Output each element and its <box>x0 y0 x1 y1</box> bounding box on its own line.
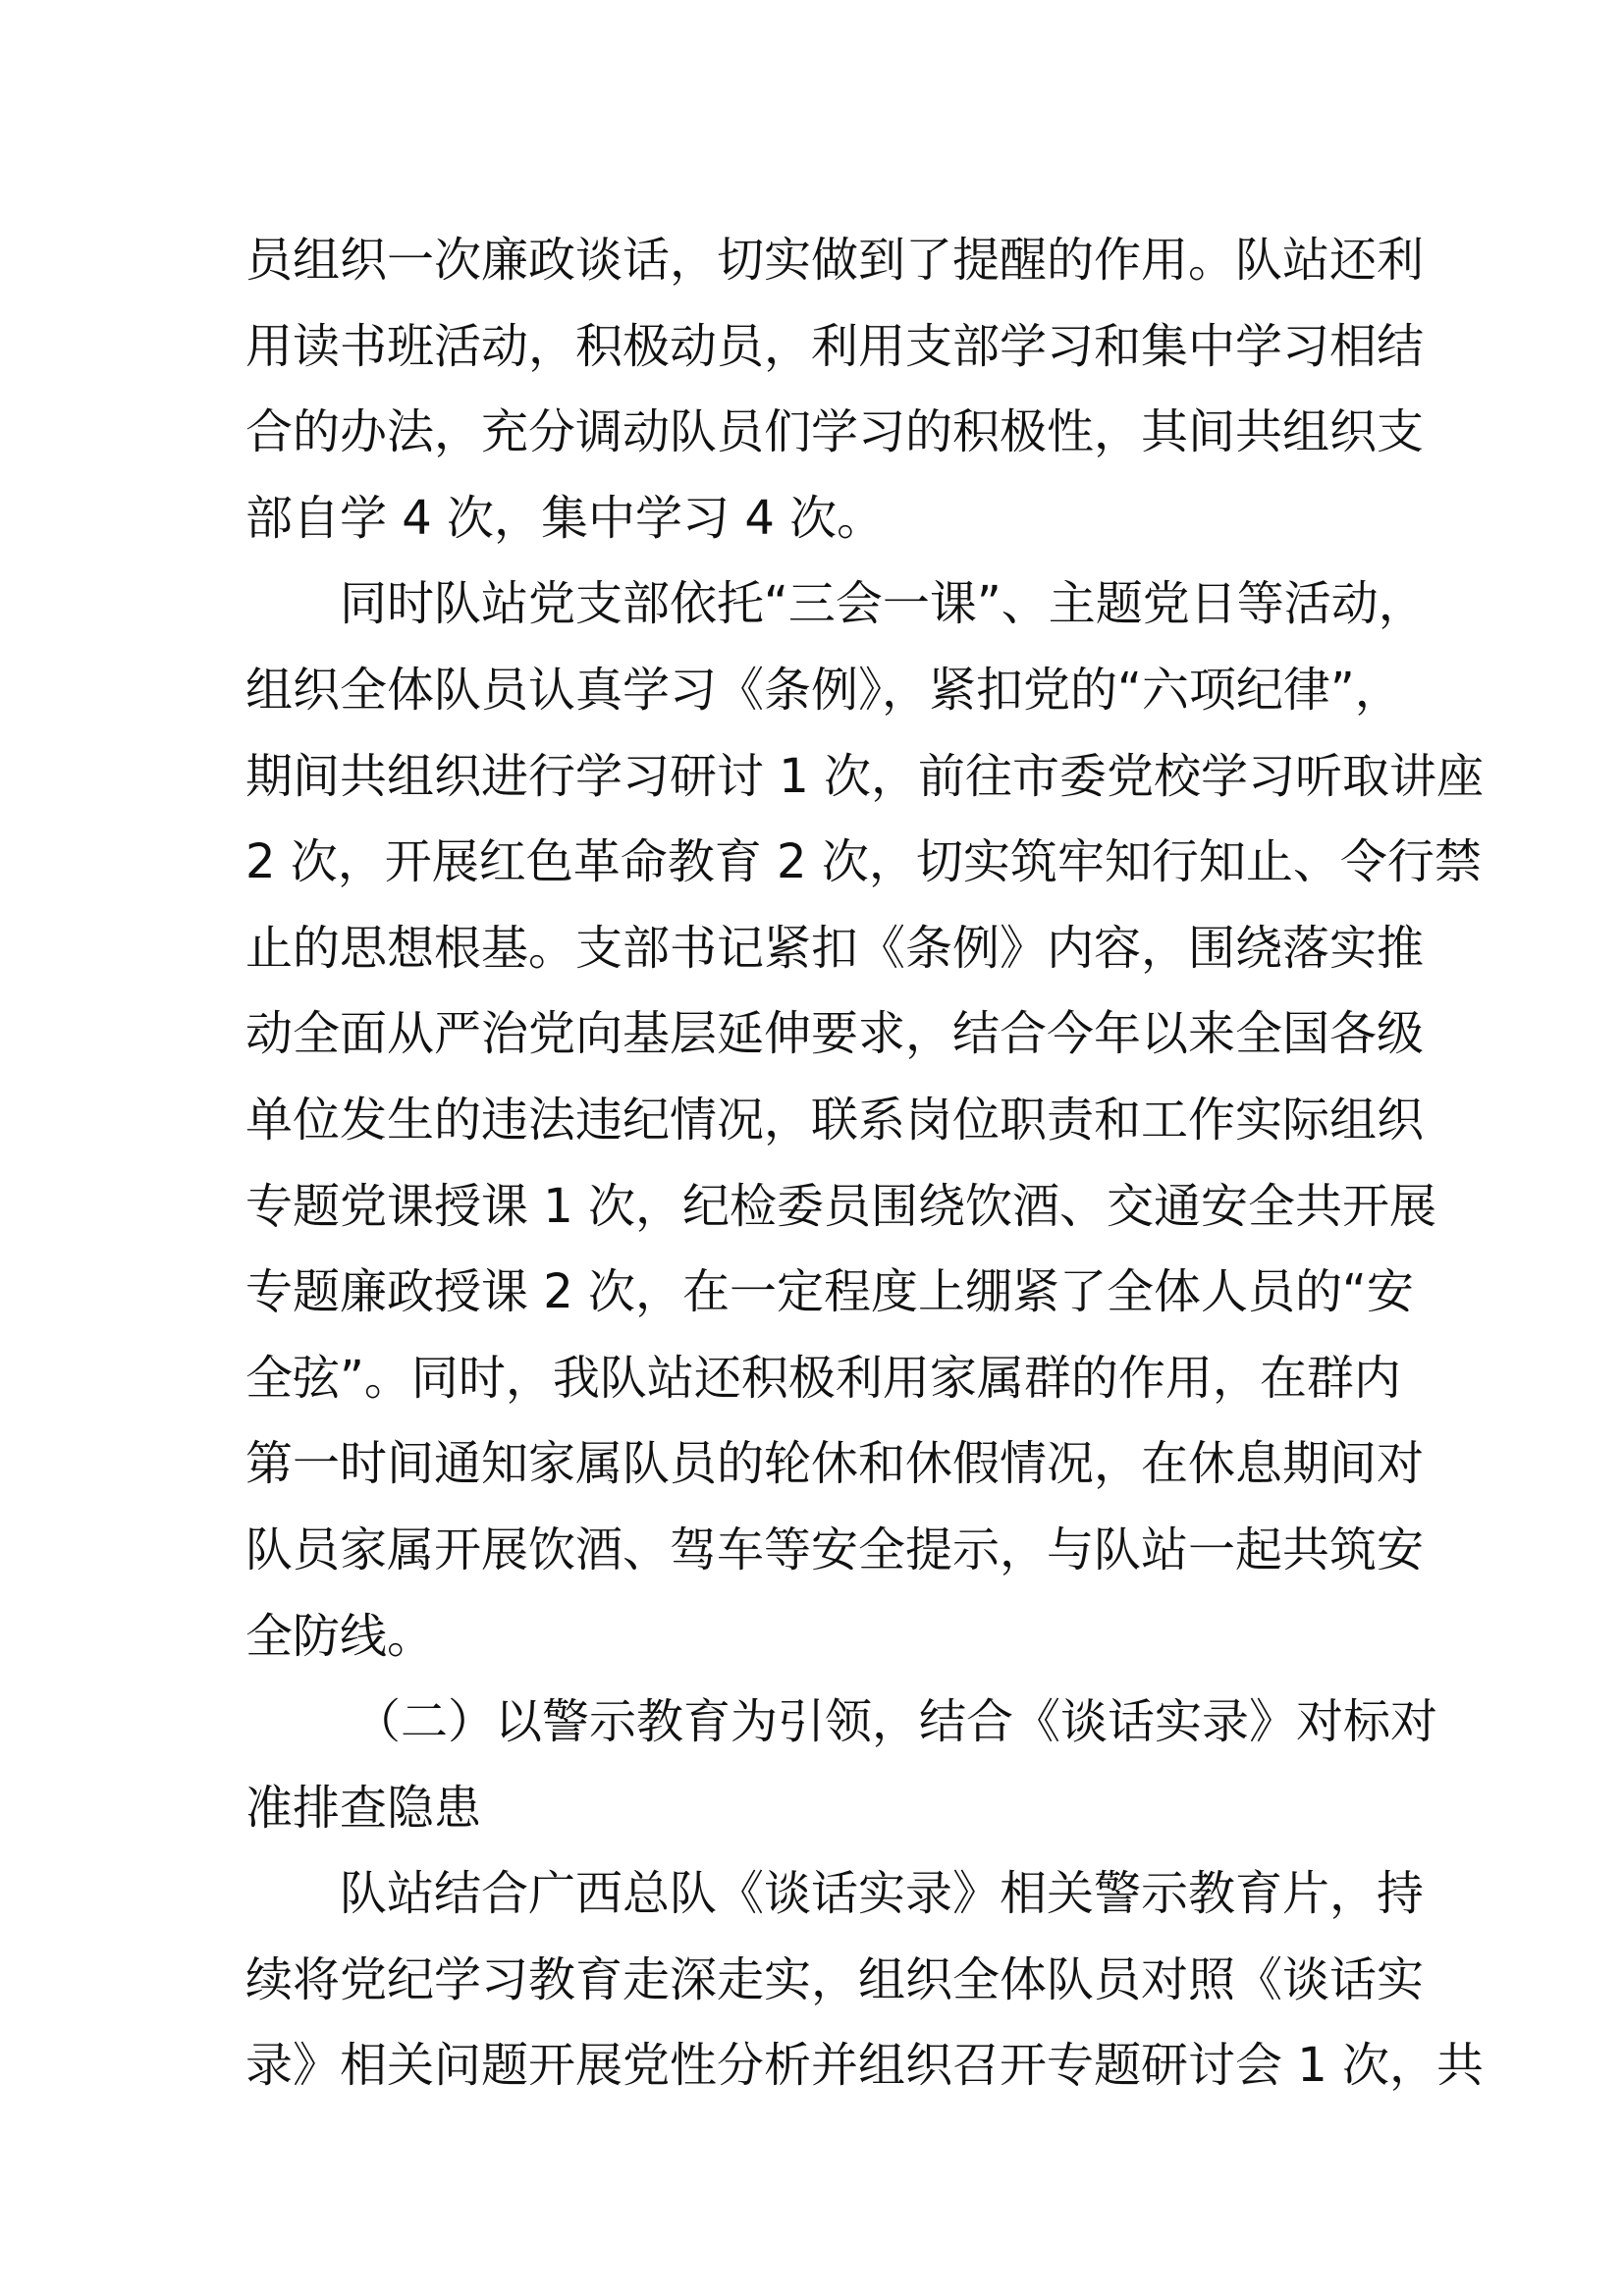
text-line: 队员家属开展饮酒、驾车等安全提示，与队站一起共筑安 <box>245 1522 1425 1577</box>
text-line: 止的思想根基。支部书记紧扣《条例》内容，围绕落实推 <box>245 920 1425 976</box>
text-line: 动全面从严治党向基层延伸要求，结合今年以来全国各级 <box>245 1006 1425 1062</box>
heading-line: （二）以警示教育为引领，结合《谈话实录》对标对 <box>353 1694 1438 1750</box>
text-line: 全防线。 <box>245 1608 435 1664</box>
text-line: 队站结合广西总队《谈话实录》相关警示教育片，持 <box>340 1866 1425 1922</box>
paragraph-regulations-study <box>245 561 1485 1680</box>
text-line: 专题廉政授课 2 次，在一定程度上绷紧了全体人员的“安 <box>245 1264 1414 1320</box>
text-line: 全弦”。同时，我队站还积极利用家属群的作用，在群内 <box>245 1350 1401 1406</box>
text-line: 录》相关问题开展党性分析并组织召开专题研讨会 1 次，共 <box>245 2038 1485 2094</box>
text-line: 部自学 4 次，集中学习 4 次。 <box>245 490 885 546</box>
text-line: 专题党课授课 1 次，纪检委员围绕饮酒、交通安全共开展 <box>245 1178 1437 1234</box>
text-line: 组织全体队员认真学习《条例》，紧扣党的“六项纪律”， <box>245 662 1402 718</box>
text-line: 第一时间通知家属队员的轮休和休假情况，在休息期间对 <box>245 1436 1425 1492</box>
text-line: 单位发生的违法违纪情况，联系岗位职责和工作实际组织 <box>245 1092 1425 1148</box>
section-heading-two <box>245 1680 1438 1851</box>
text-line: 期间共组织进行学习研讨 1 次，前往市委党校学习听取讲座 <box>245 748 1485 804</box>
heading-line: 准排查隐患 <box>245 1780 482 1836</box>
document-body <box>245 218 1485 2109</box>
text-line: 2 次，开展红色革命教育 2 次，切实筑牢知行知止、令行禁 <box>245 834 1482 890</box>
paragraph-warning-education <box>245 1851 1485 2109</box>
text-line: 续将党纪学习教育走深走实，组织全体队员对照《谈话实 <box>245 1951 1425 2007</box>
text-line: 合的办法，充分调动队员们学习的积极性，其间共组织支 <box>245 404 1425 460</box>
text-line: 用读书班活动，积极动员，利用支部学习和集中学习相结 <box>245 318 1425 374</box>
text-line: 同时队站党支部依托“三会一课”、主题党日等活动， <box>340 576 1426 632</box>
paragraph-continued-reading-class <box>245 218 1425 561</box>
text-line: 员组织一次廉政谈话，切实做到了提醒的作用。队站还利 <box>245 233 1425 288</box>
